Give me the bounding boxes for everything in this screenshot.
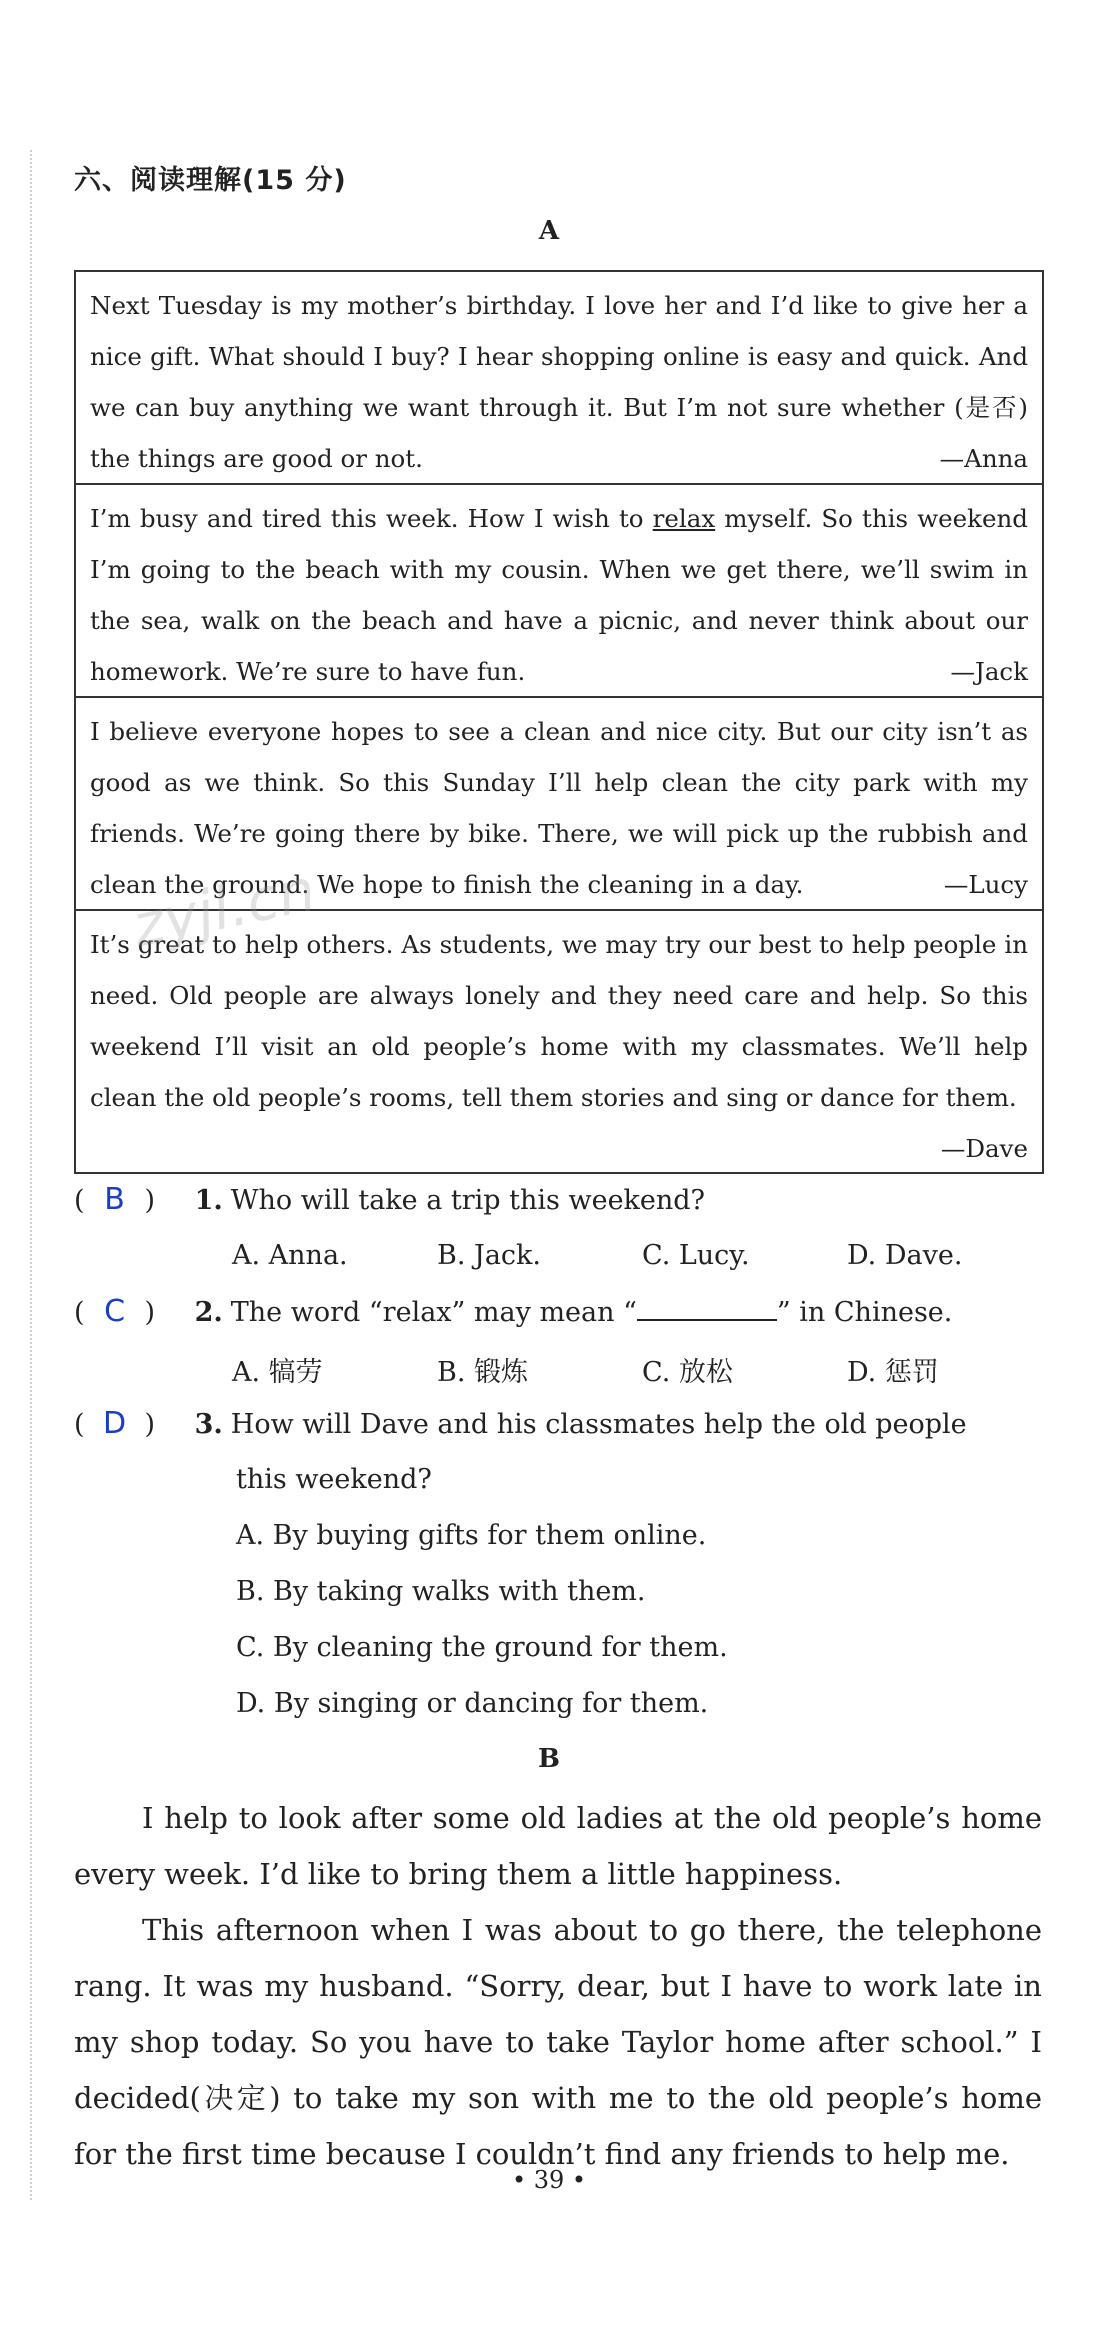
question-text: The word “relax” may mean “ <box>230 1297 637 1328</box>
option: A. 犒劳 <box>232 1357 323 1388</box>
bracket-close: ) <box>144 1185 156 1216</box>
bracket-open: ( <box>74 1297 85 1328</box>
option: C. 放松 <box>642 1357 733 1388</box>
part-a-label: A <box>538 216 560 246</box>
answer-mark: D <box>102 1406 127 1441</box>
post-author: —Dave <box>940 1134 1028 1163</box>
question-text: How will Dave and his classmates help the old people <box>230 1409 967 1440</box>
post-author: —Jack <box>950 657 1028 686</box>
question-number: 2. <box>194 1297 223 1328</box>
underlined-word: relax <box>652 504 716 533</box>
option: A. Anna. <box>232 1240 348 1271</box>
question-2 <box>74 1284 1049 1341</box>
watermark: zyjl.cn <box>126 855 322 961</box>
question-1-options <box>232 1240 1052 1271</box>
option: C. Lucy. <box>642 1240 750 1271</box>
answer-bracket <box>74 1396 186 1453</box>
answer-mark: C <box>104 1294 126 1329</box>
post-text: Next Tuesday is my mother’s birthday. I love her and I’d like to give her a nice gift. What should I buy? I hear shopping online is easy and quick. And we can buy anything we want through it. But I’m not sure whether (是否) the things are good or not. <box>90 291 1028 473</box>
question-text-line2: this weekend? <box>236 1464 432 1495</box>
option: A. By buying gifts for them online. <box>236 1520 707 1551</box>
post-author: —Lucy <box>943 870 1028 899</box>
margin-rule <box>30 150 32 2200</box>
option: C. By cleaning the ground for them. <box>236 1632 728 1663</box>
part-b-label: B <box>538 1744 560 1774</box>
answer-bracket <box>74 1172 186 1229</box>
option: B. 锻炼 <box>437 1357 529 1388</box>
option: D. By singing or dancing for them. <box>236 1688 709 1719</box>
bracket-open: ( <box>74 1409 85 1440</box>
question-number: 1. <box>194 1185 223 1216</box>
option: D. Dave. <box>847 1240 963 1271</box>
question-2-options <box>232 1350 1052 1389</box>
answer-blank <box>637 1295 777 1321</box>
option: B. By taking walks with them. <box>236 1576 646 1607</box>
bracket-close: ) <box>144 1297 156 1328</box>
question-text-rest: ” in Chinese. <box>776 1297 953 1328</box>
post-text: It’s great to help others. As students, we may try our best to help people in need. Old people are always lonely and they need care and help. So this weekend I’ll visit an old people’s home with my classmates. We’ll help clean the old people’s rooms, tell them stories and sing or dance for them. <box>90 930 1028 1112</box>
posts-table <box>74 270 1044 1174</box>
option: D. 惩罚 <box>847 1357 939 1388</box>
post-text: I’m busy and tired this week. How I wish to <box>90 504 653 533</box>
post-anna <box>76 272 1042 485</box>
paragraph: This afternoon when I was about to go there, the telephone rang. It was my husband. “Sorry, dear, but I have to work late in my shop today. So you have to take Taylor home after school.” I decided(决定) to take my son with me to the old people’s home for the first time because I couldn’t find any friends to help me. <box>74 1913 1042 2171</box>
answer-bracket <box>74 1284 186 1341</box>
post-text: I believe everyone hopes to see a clean and nice city. But our city isn’t as good as we think. So this Sunday I’ll help clean the city park with my friends. We’re going there by bike. There, we will pick up the rubbish and clean the ground. We hope to finish the cleaning in a day. <box>90 717 1028 899</box>
section-title: 六、阅读理解(15 分) <box>74 165 347 196</box>
question-3 <box>74 1396 1049 1453</box>
answer-mark: B <box>104 1182 125 1217</box>
option: B. Jack. <box>437 1240 541 1271</box>
post-text-rest: myself. So this weekend I’m going to the beach with my cousin. When we get there, we’ll swim in the sea, walk on the beach and have a picnic, and never think about our homework. We’re sure to have fun. <box>90 504 1028 686</box>
bracket-close: ) <box>144 1409 156 1440</box>
question-number: 3. <box>194 1409 223 1440</box>
question-1 <box>74 1172 1049 1229</box>
post-jack <box>76 485 1042 698</box>
page-number: • 39 • <box>511 2166 587 2194</box>
question-text: Who will take a trip this weekend? <box>230 1185 706 1216</box>
paragraph: I help to look after some old ladies at the old people’s home every week. I’d like to bring them a little happiness. <box>74 1801 1042 1891</box>
post-dave <box>76 911 1042 1172</box>
bracket-open: ( <box>74 1185 85 1216</box>
post-author: —Anna <box>939 444 1028 473</box>
